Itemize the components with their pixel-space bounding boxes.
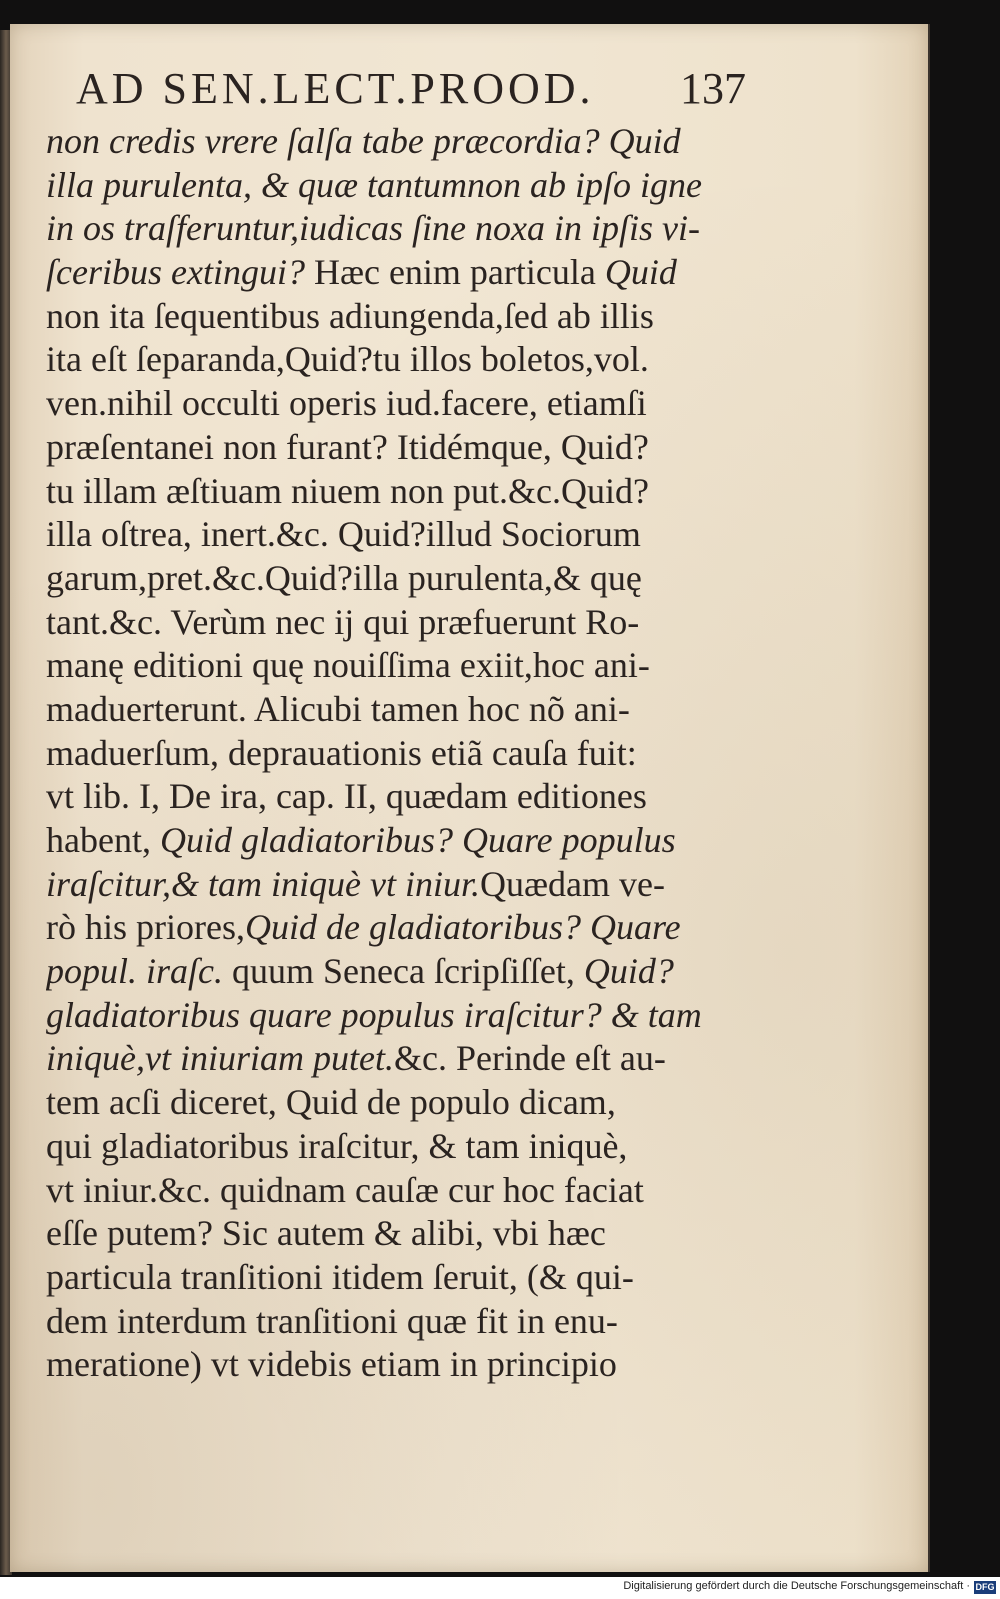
roman-text-segment: ita eſt ſeparanda,Quid?tu illos boletos,vol.: [46, 339, 649, 380]
body-text: [46, 120, 746, 1387]
text-block: [46, 58, 746, 1387]
text-line: [46, 1125, 746, 1169]
text-line: [46, 994, 746, 1038]
text-line: [46, 295, 746, 339]
text-line: [46, 688, 746, 732]
text-line: [46, 644, 746, 688]
text-line: [46, 207, 746, 251]
text-line: [46, 1081, 746, 1125]
italic-text-segment: Quid de gladiatoribus? Quare: [244, 907, 681, 948]
text-line: [46, 1300, 746, 1344]
text-line: [46, 557, 746, 601]
text-line: [46, 775, 746, 819]
roman-text-segment: Hæc enim particula: [313, 252, 605, 293]
roman-text-segment: meratione) vt videbis etiam in principio: [46, 1344, 617, 1385]
roman-text-segment: tem acſi diceret, Quid de populo dicam,: [46, 1082, 616, 1123]
text-line: [46, 950, 746, 994]
text-line: [46, 1037, 746, 1081]
roman-text-segment: Quædam ve-: [480, 863, 665, 904]
italic-text-segment: gladiatoribus quare populus iraſcitur? & tam: [46, 994, 702, 1035]
text-line: [46, 338, 746, 382]
text-line: [46, 601, 746, 645]
running-head: [46, 58, 746, 120]
page-number: 137: [680, 64, 746, 113]
text-line: [46, 120, 746, 164]
text-line: [46, 819, 746, 863]
italic-text-segment: Quid gladiatoribus? Quare populus: [159, 820, 676, 860]
roman-text-segment: qui gladiatoribus iraſcitur, & tam iniquè,: [46, 1125, 628, 1166]
roman-text-segment: rò his priores,: [46, 907, 245, 948]
funding-credit: Digitalisierung gefördert durch die Deutsche Forschungsgemeinschaft ·: [623, 1580, 970, 1592]
roman-text-segment: vt iniur.&c. quidnam cauſæ cur hoc faciat: [46, 1169, 644, 1210]
roman-text-segment: eſſe putem? Sic autem & alibi, vbi hæc: [46, 1213, 606, 1254]
book-page: [10, 24, 930, 1572]
roman-text-segment: manę editioni quę nouiſſima exiit,hoc ani-: [46, 645, 650, 686]
digitization-footer: [0, 1577, 1000, 1599]
italic-text-segment: iraſcitur,& tam iniquè vt iniur.: [46, 863, 481, 904]
text-line: [46, 470, 746, 514]
roman-text-segment: &c. Perinde eſt au-: [393, 1038, 666, 1079]
roman-text-segment: illa oſtrea, inert.&c. Quid?illud Sociorum: [46, 514, 641, 555]
roman-text-segment: tu illam æſtiuam niuem non put.&c.Quid?: [46, 470, 649, 511]
italic-text-segment: in os traſferuntur,iudicas ſine noxa in ipſis vi-: [46, 208, 700, 249]
text-line: [46, 382, 746, 426]
text-line: [46, 1169, 746, 1213]
text-line: [46, 906, 746, 950]
roman-text-segment: dem interdum tranſitioni quæ fit in enu-: [46, 1300, 618, 1341]
text-line: [46, 426, 746, 470]
text-line: [46, 1256, 746, 1300]
dfg-logo: DFG: [975, 1582, 995, 1592]
roman-text-segment: ven.nihil occulti operis iud.facere, etiamſi: [46, 383, 647, 424]
italic-text-segment: Quid: [604, 252, 677, 293]
roman-text-segment: vt lib. I, De ira, cap. II, quædam editiones: [46, 776, 647, 817]
roman-text-segment: tant.&c. Verùm nec ij qui præfuerunt Ro-: [46, 601, 640, 642]
text-line: [46, 732, 746, 776]
italic-text-segment: Quid?: [583, 951, 674, 992]
roman-text-segment: garum,pret.&c.Quid?illa purulenta,& quę: [46, 557, 642, 598]
italic-text-segment: iniquè,vt iniuriam putet.: [46, 1038, 394, 1079]
text-line: [46, 863, 746, 907]
text-line: [46, 1343, 746, 1387]
text-line: [46, 1212, 746, 1256]
italic-text-segment: ſceribus extingui?: [46, 252, 314, 293]
roman-text-segment: quum Seneca ſcripſiſſet,: [223, 951, 584, 992]
italic-text-segment: illa purulenta, & quæ tantumnon ab ipſo igne: [46, 164, 702, 205]
italic-text-segment: non credis vrere ſalſa tabe præcordia? Quid: [46, 121, 681, 161]
italic-text-segment: popul. iraſc.: [46, 951, 223, 992]
text-line: [46, 164, 746, 208]
text-line: [46, 251, 746, 295]
roman-text-segment: maduerterunt. Alicubi tamen hoc nõ ani-: [46, 688, 630, 729]
roman-text-segment: habent,: [46, 820, 160, 860]
roman-text-segment: maduerſum, deprauationis etiã cauſa fuit:: [46, 732, 637, 773]
text-line: [46, 513, 746, 557]
roman-text-segment: particula tranſitioni itidem ſeruit, (& qui-: [46, 1256, 634, 1297]
roman-text-segment: præſentanei non furant? Itidémque, Quid?: [46, 426, 649, 467]
roman-text-segment: non ita ſequentibus adiungenda,ſed ab illis: [46, 295, 654, 336]
running-head-title: AD SEN.LECT.PROOD.: [76, 64, 595, 113]
